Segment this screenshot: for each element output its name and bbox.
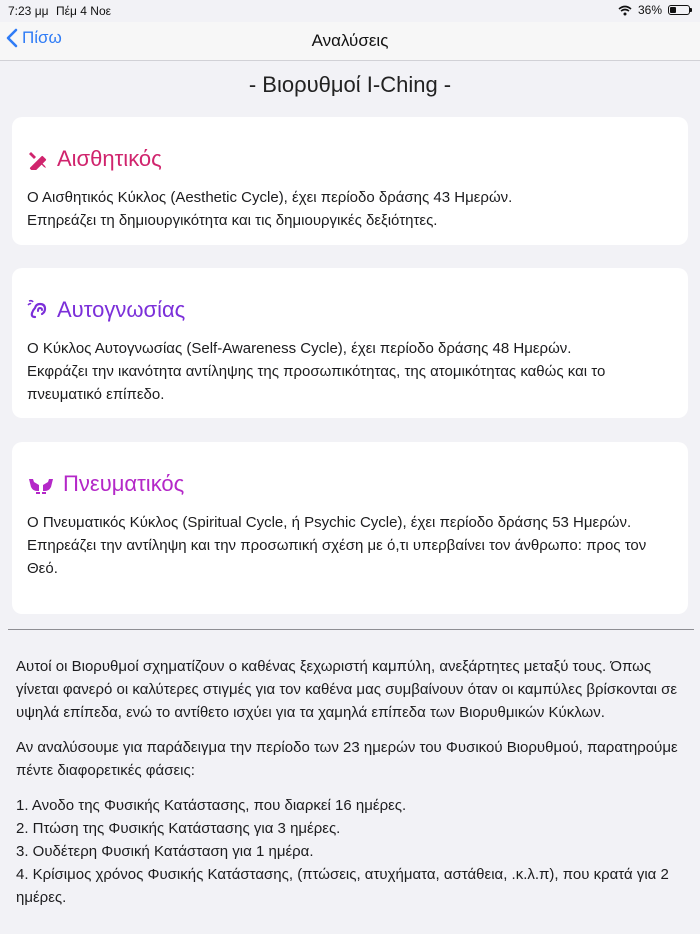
list-item: 1. Ανοδο της Φυσικής Κατάστασης, που διαρκεί 16 ημέρες.	[16, 797, 407, 814]
card-self-awareness	[12, 268, 688, 418]
card-title: Αισθητικός	[57, 146, 162, 171]
card-text: Ο Αισθητικός Κύκλος (Aesthetic Cycle), έχει περίοδο δράσης 43 Ημερών. Επηρεάζει τη δημιουργικότητα και τις δημιουργικές δεξιότητες.	[27, 189, 513, 229]
ear-listen-icon	[27, 299, 49, 321]
navigation-bar	[0, 22, 700, 61]
back-label: Πίσω	[22, 28, 62, 47]
card-title: Πνευματικός	[63, 471, 185, 496]
card-title: Αυτογνωσίας	[57, 297, 186, 322]
pencil-ruler-icon	[27, 148, 49, 170]
card-spiritual	[12, 442, 688, 614]
status-date: Πέμ 4 Νοε	[56, 4, 111, 18]
battery-percent: 36%	[637, 3, 662, 17]
list-item: 4. Κρίσιμος χρόνος Φυσικής Κατάστασης, (πτώσεις, ατυχήματα, αστάθεια, .κ.λ.π), που κρατά για 2 ημέρες.	[16, 866, 669, 906]
paragraph: Αν αναλύσουμε για παράδειγμα την περίοδο των 23 ημερών του Φυσικού Βιορυθμού, παρατηρούμε πέντε διαφορετικές φάσεις:	[16, 739, 678, 779]
paragraph: Αυτοί οι Βιορυθμοί σχηματίζουν ο καθένας ξεχωριστή καμπύλη, ανεξάρτητες μεταξύ τους. Όπως γίνεται φανερό οι καλύτερες στιγμές για τον καθένα μας συμβαίνουν όταν οι καμπύλες βρίσκονται σε υψηλά επίπεδα, ενώ το αντίθετο ισχύει για τα χαμηλά επίπεδα των Βιορυθμικών Κύκλων.	[16, 658, 678, 721]
status-right	[618, 3, 690, 17]
card-text: Ο Πνευματικός Κύκλος (Spiritual Cycle, ή Psychic Cycle), έχει περίοδο δράσης 53 Ημερών. Επηρεάζει την αντίληψη και την προσωπική σχέση με ό,τι υπερβαίνει τον άνθρωπο: προς τον Θεό.	[27, 514, 647, 577]
card-text: Ο Κύκλος Αυτογνωσίας (Self-Awareness Cycle), έχει περίοδο δράσης 48 Ημερών. Εκφράζει την ικανότητα αντίληψης της προσωπικότητας, της ατομικότητας καθώς και το πνευματικό επίπεδο.	[27, 340, 606, 403]
card-aesthetic	[12, 117, 688, 245]
hands-icon	[27, 473, 55, 495]
page-heading: - Βιορυθμοί I-Ching -	[248, 72, 452, 97]
divider	[8, 629, 694, 630]
status-time: 7:23 μμ	[8, 4, 49, 18]
list-item: 2. Πτώση της Φυσικής Κατάστασης για 3 ημέρες.	[16, 820, 341, 837]
body-text	[16, 655, 686, 909]
card-title-row	[27, 146, 673, 172]
nav-title: Αναλύσεις	[311, 31, 389, 50]
battery-icon	[668, 5, 690, 15]
battery-fill	[670, 7, 676, 13]
phase-list	[16, 794, 686, 909]
status-bar	[0, 0, 700, 22]
wifi-icon	[618, 5, 632, 16]
card-title-row	[27, 297, 673, 323]
list-item: 3. Ουδέτερη Φυσική Κατάσταση για 1 ημέρα.	[16, 843, 314, 860]
card-title-row	[27, 471, 673, 497]
